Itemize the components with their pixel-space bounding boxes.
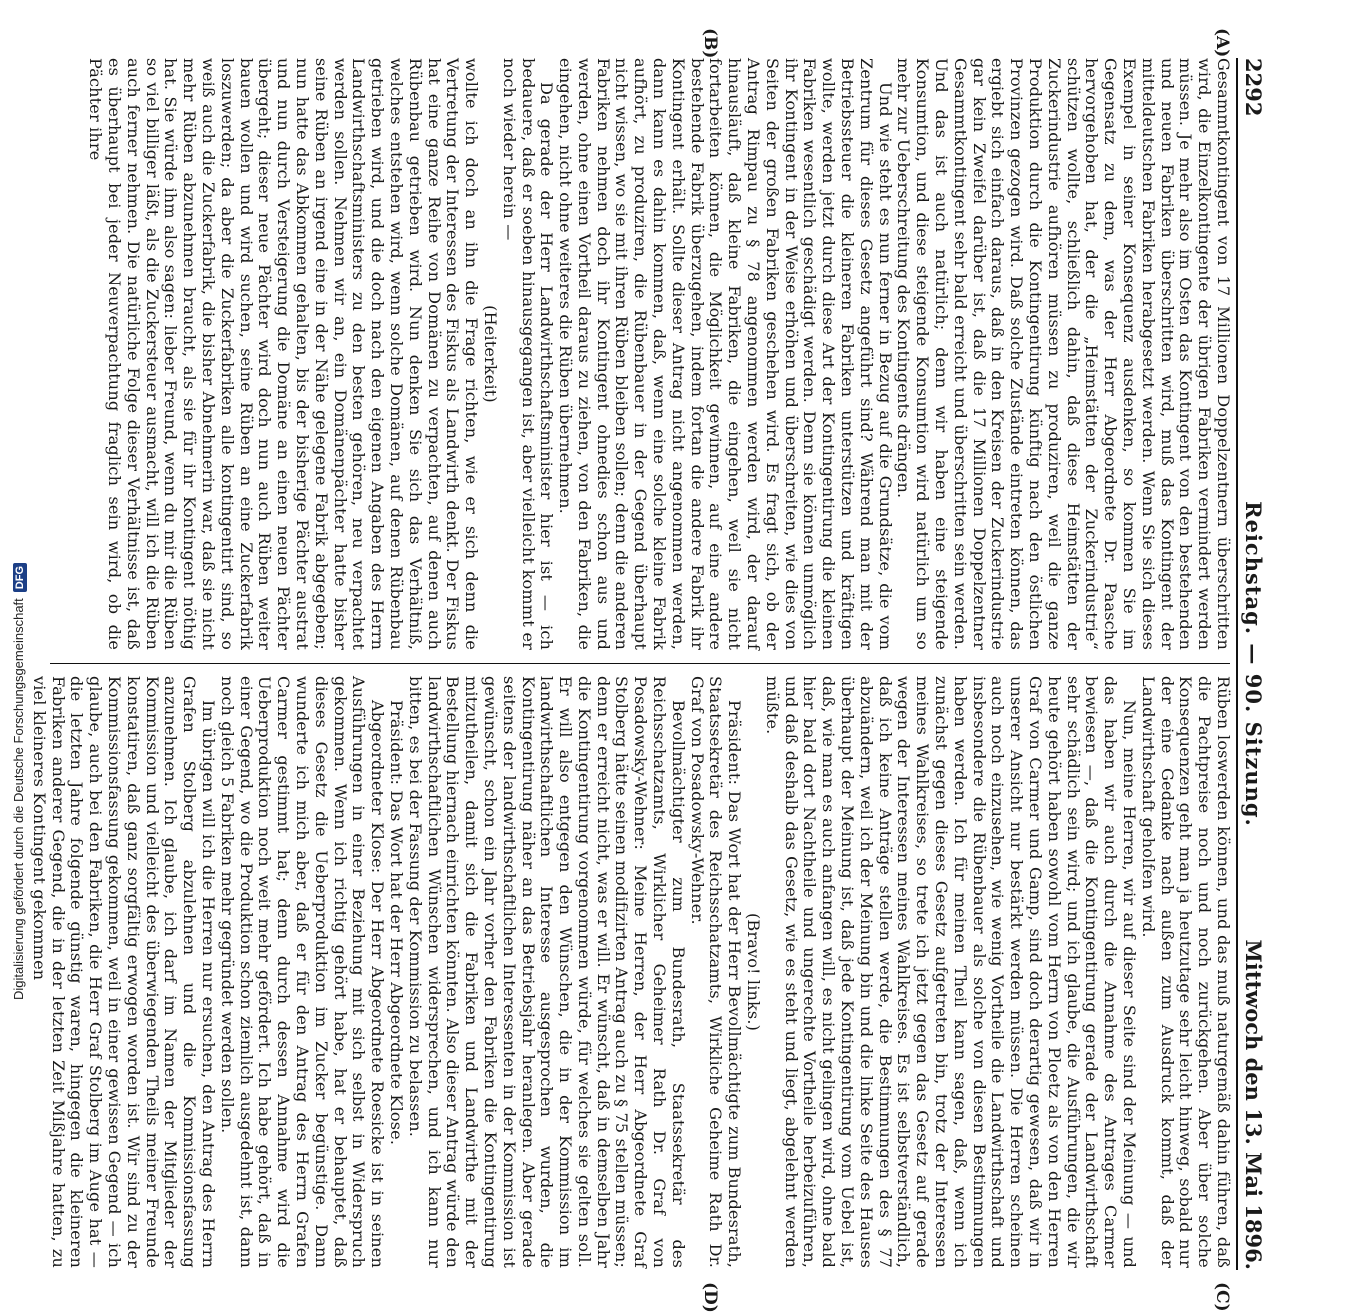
paragraph: wollte ich doch an ihn die Frage richten, wie er sich denn die Vertretung der Interessen des Fiskus als Landwirth denkt. Der Fiskus hat eine ganze Reihe von Domänen zu verpachten, auf denen auch Rübenbau getrieben wird. Nun denken Sie sich das Verhältniß, welches entstehen wird, wenn solche Domänen, auf denen Rübenbau getrieben wird, und die doch nach den eigenen Angaben des Herrn Landwirthschaftsministers zu den besten gehören, neu verpachtet werden sollen. Nehmen wir an, ein Domänenpächter hatte bisher seine Rüben an irgend eine in der Nähe gelegene Fabrik abgegeben; nun hatte das Abkommen gehalten, bis der bisherige Pächter austrat und nun durch Versteigerung die Domäne an einen neuen Pächter übergeht; dieser neue Pächter wird doch nun auch Rüben weiter bauen wollen und wird suchen, seine Rüben an eine Zuckerfabrik loszuwerden; da aber die Zuckerfabriken alle kontingentirt sind, so weiß auch die Zuckerfabrik, die bisher Abnehmerin war, daß sie nicht mehr Rüben abzunehmen braucht, als sie für ihr Kontingent nöthig hat. Sie würde ihm also sagen: lieber Freund, wenn du mir die Rüben so viel billiger läßt, als die Zuckersteuer ausmacht, will ich die Rüben auch ferner nehmen. Die natürliche Folge dieser Verhältnisse ist, daß es überhaupt bei jeder Neuverpachtung fraglich sein wird, ob die Pächter ihre bbox=[86, 58, 482, 650]
credit-text: Digitalisierung gefördert durch die Deutsche Forschungsgemeinschaft bbox=[11, 598, 26, 1000]
margin-mark-b: (B) bbox=[700, 28, 720, 59]
left-text-column bbox=[52, 58, 1232, 650]
interjection: (Heiterkeit) bbox=[480, 305, 500, 403]
session-date: Mittwoch den 13. Mai 1896. bbox=[1241, 939, 1266, 1270]
page-title: Reichstag. — 90. Sitzung. bbox=[1241, 501, 1266, 827]
page-number: 2292 bbox=[1241, 58, 1266, 117]
paragraph: Da gerade der Herr Landwirthschaftsminister hier ist — ich bedauere, daß er soeben hinausgegangen ist, aber vielleicht kommt er noch wieder herein — bbox=[499, 58, 557, 650]
interjection: (Bravo! links.) bbox=[744, 912, 764, 1032]
margin-mark-c: (C) bbox=[1212, 1282, 1232, 1312]
speaker-paragraph: Abgeordneter Klose: Der Herr Abgeordnete Roesicke ist in seinen Ausführungen in einer Beziehung mit sich selbst in Widerspruch gekommen. Wenn ich richtig gehört habe, hat er behauptet, daß dieses Gesetz die Ueberproduktion im Zucker begünstige. Dann wunderte ich mich aber, daß er für den Antrag des Herrn Grafen Carmer gestimmt hat; denn durch dessen Annahme wird die Ueberproduktion noch weit mehr gefördert. Ich habe gehört, daß in einer Gegend, wo die Produktion schon ziemlich ausgedehnt ist, dann noch gleich 5 Fabriken mehr gegründet werden sollen. bbox=[217, 676, 388, 1268]
margin-mark-d: (D) bbox=[700, 1282, 720, 1313]
speaker-paragraph: Präsident: Das Wort hat der Herr Bevollmächtigte zum Bundesrath, Staatssekretär des Reichsschatzamts, Wirkliche Geheime Rath Dr. Graf von Posadowsky-Wehner. bbox=[687, 676, 745, 1268]
right-text-column bbox=[29, 676, 1233, 1268]
page-header bbox=[1236, 58, 1268, 1270]
paragraph: Rüben loswerden können, und das muß naturgemäß dahin führen, daß die Pachtpreise noch und noch zurückgehen. Aber über solche Konsequenzen geht man ja heutzutage sehr leicht hinweg, sobald nur der eine Gedanke nach außen zum Ausdruck kommt, daß der Landwirthschaft geholfen wird. bbox=[1138, 676, 1233, 1268]
paragraph: Im übrigen will ich die Herren nur ersuchen, den Antrag des Herrn Grafen Stolberg abzulehnen und die Kommissionsfassung anzunehmen. Ich glaube, ich darf im Namen der Mitglieder der Kommission und vielleicht des überwiegenden Theils meiner Freunde konstatiren, daß ganz sorgfältig erwogen worden ist. Wir sind zu der Kommissionsfassung gekommen, weil in einer gewissen Gegend — ich glaube, auch bei den Fabriken, die Herr Graf Stolberg im Auge hat — die letzten Jahre folgende günstig waren, hingegen die kleineren Fabriken anderer Gegend, die in der letzten Zeit Mißjahre hatten, zu viel kleineres Kontingent gekommen bbox=[29, 676, 218, 1268]
margin-mark-a: (A) bbox=[1212, 28, 1232, 58]
paragraph: Nun, meine Herren, wir auf dieser Seite sind der Meinung — und das haben wir auch durch die Annahme des Antrages Carmer bewiesen —, daß die Kontingentirung gerade der Landwirthschaft sehr schädlich sein wird; und ich glaube, die Ausführungen, die wir heute gehört haben sowohl vom Herrn von Ploetz als von den Herren Graf von Carmer und Gamp, sind doch derartig gewesen, daß wir in unserer Ansicht nur bestärkt werden müssen. Die Herren scheinen auch noch einzusehen, wie wenig Vortheile die Landwirthschaft und insbesondere die Rübenbauer als solche von diesen Bestimmungen haben werden. Ich für meinen Theil kann sagen, daß, wenn ich zunächst gegen dieses Gesetz aufgetreten bin, trotz der Interessen meines Wahlkreises, so trete ich jetzt gegen das Gesetz auf gerade wegen der Interessen meines Wahlkreises. Es ist selbstverständlich, daß ich keine Anträge stellen werde, die Bestimmungen des § 77 abzuändern, weil ich der Meinung bin und die linke Seite des Hauses überhaupt der Meinung ist, daß jede Kontingentirung vom Uebel ist, daß, wie man es auch anfangen will, es nicht gelingen wird, ohne bald hier bald dort Nachtheile und ungerechte Vortheile herbeizuführen, und daß deshalb das Gesetz, wie es steht und liegt, abgelehnt werden müßte. bbox=[762, 676, 1140, 1268]
paragraph: Gesammtkontingent von 17 Millionen Doppelzentnern überschritten wird, die Einzelkontingente der übrigen Fabriken vermindert werden müssen. Je mehr also im Osten das Kontingent von den bestehenden und neuen Fabriken überschritten wird, muß das Kontingent der mitteldeutschen Fabriken herabgesetzt werden. Wenn Sie sich dieses Exempel in seiner Konsequenz ausdenken, so kommen Sie im Gegensatz zu dem, was der Herr Abgeordnete Dr. Paasche hervorgehoben hat, der die „Heimstätten der Zuckerindustrie“ schützen wollte, schließlich dahin, daß diese Heimstätten der Zuckerindustrie aufhören müssen zu produziren, weil die ganze Produktion durch die Kontingentirung künftig nach den östlichen Provinzen gezogen wird. Daß solche Zustände eintreten können, das ergiebt sich einfach daraus, daß in den Kreisen der Zuckerindustrie gar kein Zweifel darüber ist, daß die 17 Millionen Doppelzentner Gesammtkontingent sehr bald erreicht und überschritten sein werden. Und das ist auch natürlich; denn wir haben eine steigende Konsumtion, und diese steigende Konsumtion wird natürlich um so mehr zur Ueberschreitung des Kontingents drängen. bbox=[894, 58, 1233, 650]
speaker-paragraph: Präsident: Das Wort hat der Herr Abgeordnete Klose. bbox=[386, 700, 406, 1146]
speaker-paragraph: Bevollmächtigter zum Bundesrath, Staatssekretär des Reichsschatzamts, Wirklicher Geheimer Rath Dr. Graf von Posadowsky-Wehner: Meine Herren, der Herr Abgeordnete Graf Stolberg hätte seinen modifizirten Antrag auch zu § 75 stellen müssen; denn er erreicht nicht, was er will. Er wünscht, daß in demselben Jahr die Kontingentirung vorgenommen würde, für welches sie gelten soll. Er will also entgegen den Wünschen, die in der Kommission im landwirthschaftlichen Interesse ausgesprochen wurden, die Kontingentirung näher an das Betriebsjahr heranlegen. Aber gerade seitens der landwirthschaftlichen Interessenten in der Kommission ist gewünscht, schon ein Jahr vorher den Fabriken die Kontingentirung mitzutheilen, damit sich die Fabriken und Landwirthe mit der Bestellung hiernach einrichten könnten. Also dieser Antrag würde den landwirthschaftlichen Wünschen widersprechen, und ich kann nur bitten, es bei der Fassung der Kommission zu belassen. bbox=[405, 676, 688, 1268]
dfg-logo: DFG bbox=[13, 563, 27, 592]
paragraph: Und wie steht es nun ferner in Bezug auf die Grundsätze, die vom Zentrum für dieses Gesetz angeführt sind? Während man mit der Betriebssteuer die kleineren Fabriken unterstützen und kräftigen wollte, werden jetzt durch diese Art der Kontingentirung die kleinen Fabriken wesentlich geschädigt werden. Denn sie können unmöglich ihr Kontingent in der Weise erhöhen und überschreiten, wie dies von Seiten der großen Fabriken geschehen wird. Es fragt sich, ob der Antrag Rimpau zu § 78 angenommen werden wird, der darauf hinausläuft, daß kleine Fabriken, die eingehen, weil sie nicht fortarbeiten können, die Möglichkeit gewinnen, auf eine andere bestehende Fabrik überzugehen, indem fortan die andere Fabrik ihr Kontingent erhält. Sollte dieser Antrag nicht angenommen werden, dann kann es dahin kommen, daß, wenn eine solche kleine Fabrik aufhört, zu produziren, die Rübenbauer in der Gegend überhaupt nicht wissen, wo sie mit ihren Rüben bleiben sollen; denn die anderen Fabriken nehmen doch ihr Kontingent ohnedies schon aus und werden, ohne einen Vortheil daraus zu ziehen, von den Fabriken, die eingehen, nicht ohne weiteres die Rüben übernehmen. bbox=[556, 58, 895, 650]
column-divider bbox=[50, 663, 1230, 664]
